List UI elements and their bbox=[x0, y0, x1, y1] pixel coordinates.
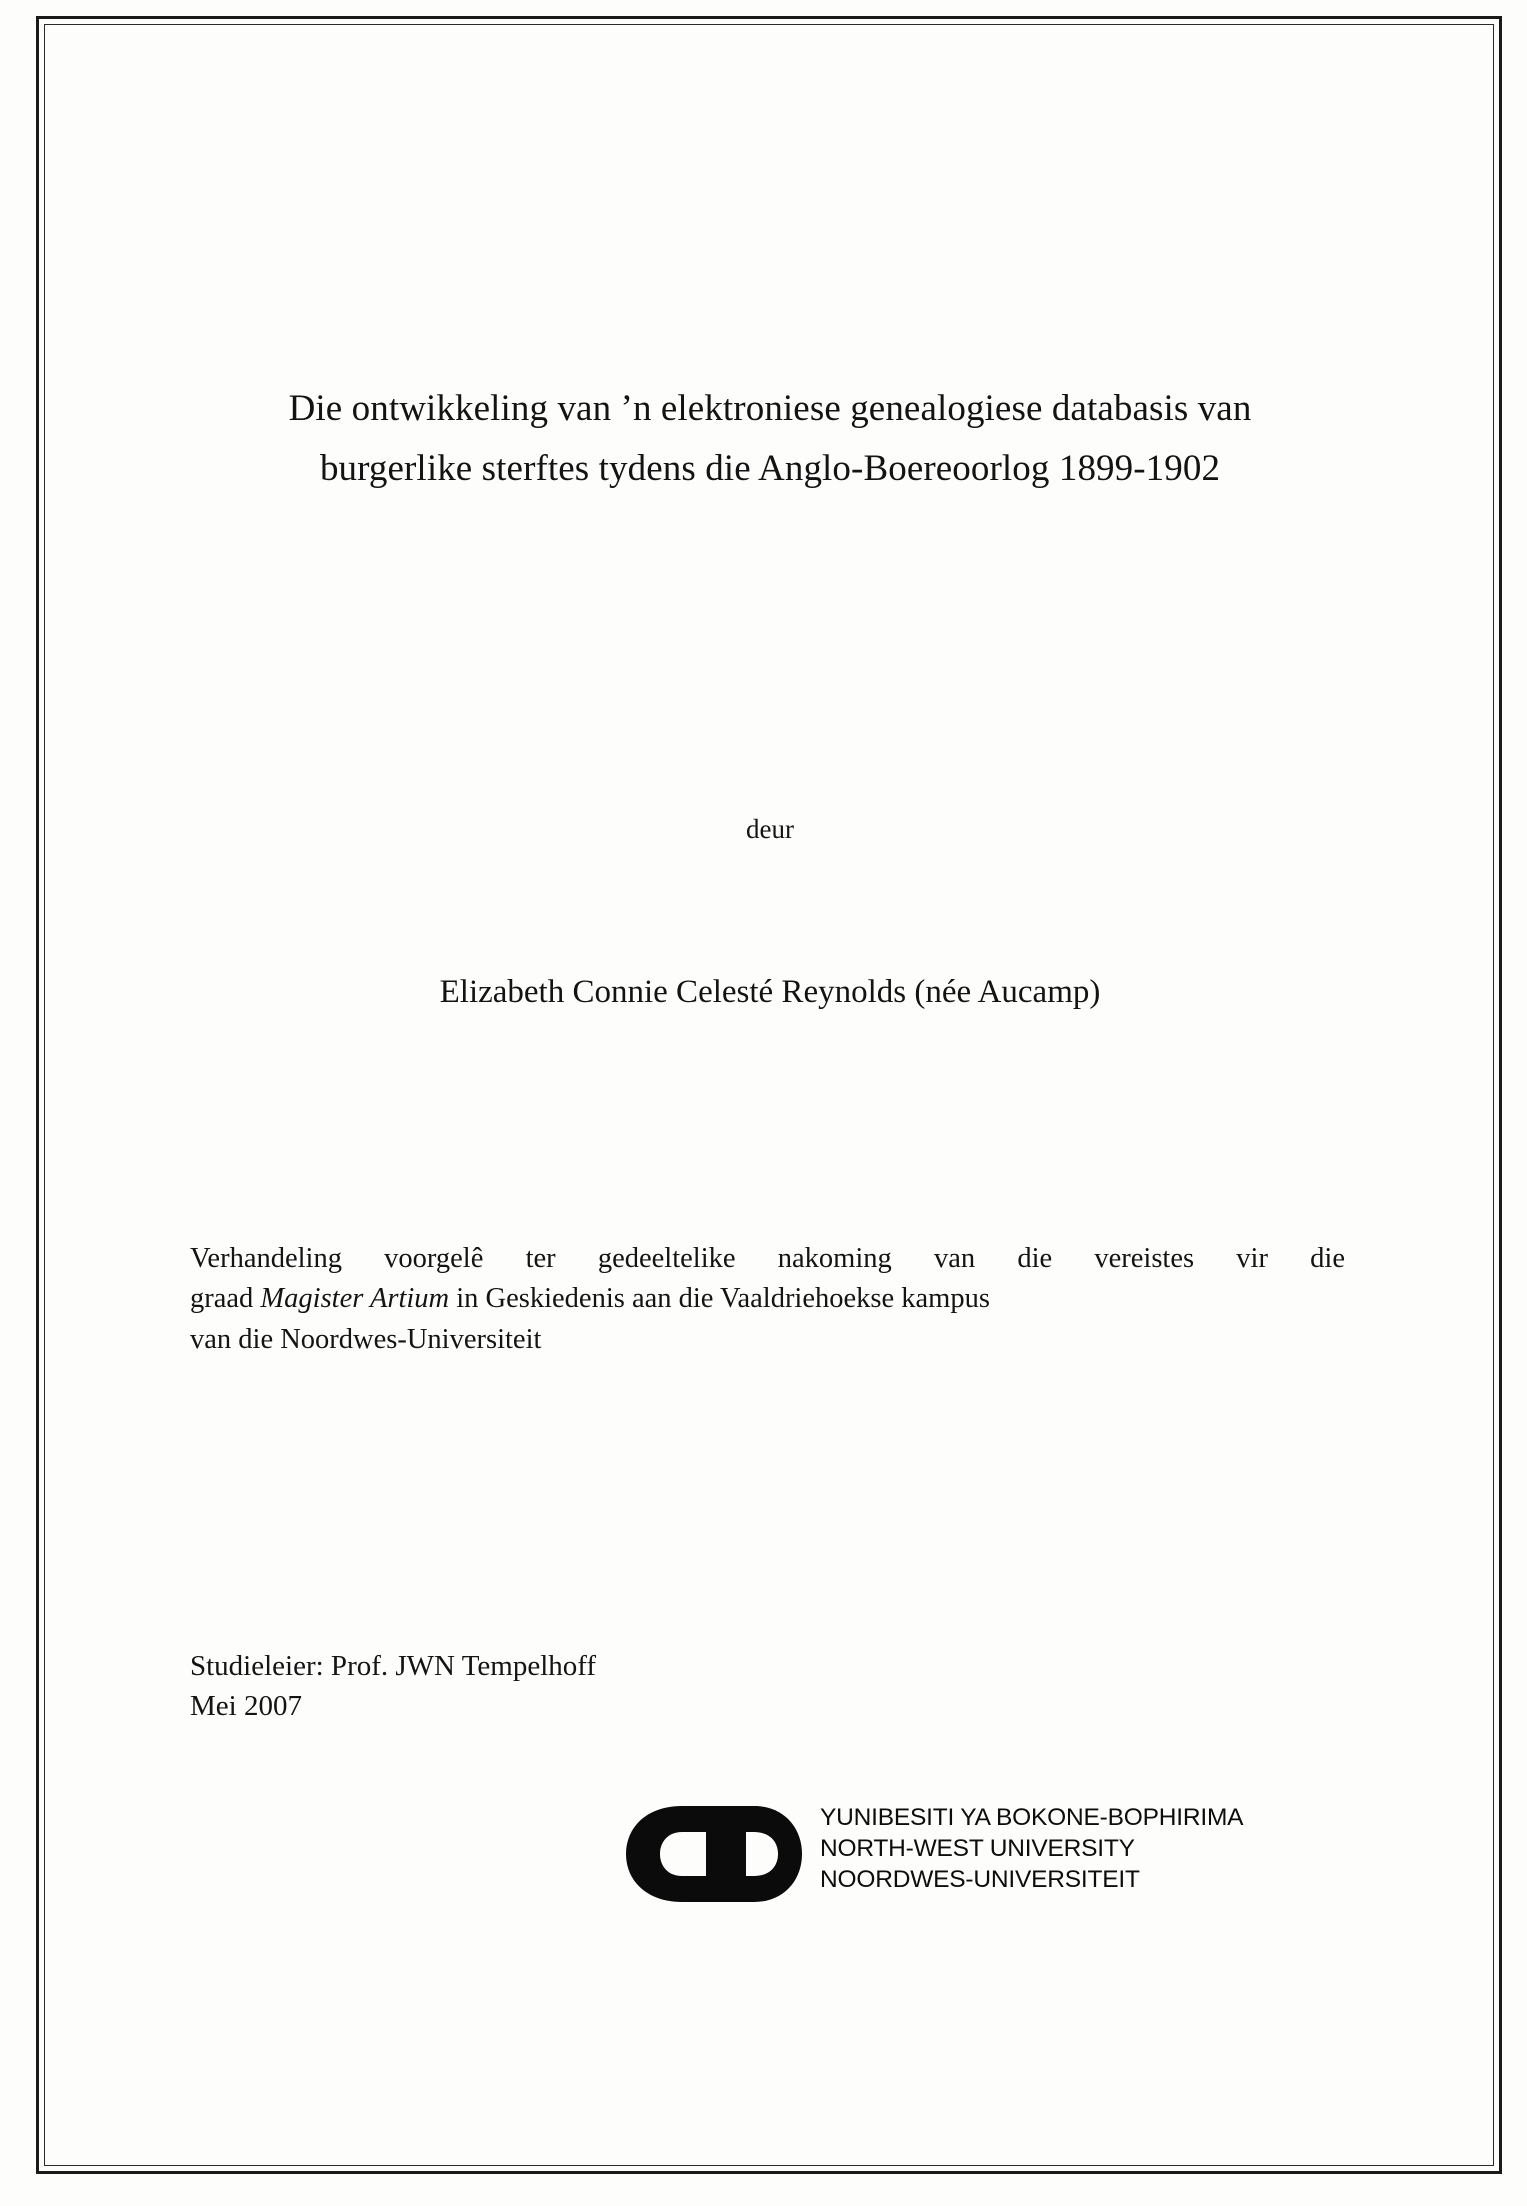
title-page-content bbox=[150, 24, 1390, 2164]
supervisor-line: Studieleier: Prof. JWN Tempelhoff bbox=[190, 1650, 597, 1682]
university-name-tswana: YUNIBESITI YA BOKONE-BOPHIRIMA bbox=[820, 1804, 1244, 1831]
supervisor-block bbox=[190, 1646, 1190, 1726]
page-title bbox=[180, 379, 1360, 499]
university-logo bbox=[570, 1796, 1310, 1916]
degree-statement-line-3: van die Noordwes-Universiteit bbox=[190, 1323, 542, 1355]
author-name: Elizabeth Connie Celesté Reynolds (née Aucamp) bbox=[439, 974, 1101, 1010]
degree-name-italic: Magister Artium bbox=[260, 1283, 450, 1315]
title-line-1: Die ontwikkeling van ’n elektroniese genealogiese databasis van bbox=[288, 388, 1252, 429]
university-name-block bbox=[820, 1802, 1243, 1895]
degree-statement bbox=[190, 1239, 1345, 1360]
university-name-afrikaans: NOORDWES-UNIVERSITEIT bbox=[820, 1866, 1140, 1894]
degree-statement-line-2-pre: graad bbox=[190, 1283, 261, 1315]
degree-statement-line-2-post: in Geskiedenis aan die Vaaldriehoekse kampus bbox=[449, 1283, 990, 1315]
title-line-2: burgerlike sterftes tydens die Anglo-Boereoorlog 1899-1902 bbox=[319, 447, 1221, 489]
by-label: deur bbox=[746, 814, 794, 844]
university-name-english: NORTH-WEST UNIVERSITY bbox=[820, 1835, 1135, 1863]
degree-statement-line-1: Verhandeling voorgelê ter gedeeltelike nakoming van die vereistes vir die bbox=[190, 1243, 1345, 1274]
nwu-logo-icon bbox=[620, 1800, 820, 1908]
degree-statement-line-2 bbox=[190, 1279, 1345, 1319]
date-line: Mei 2007 bbox=[190, 1690, 302, 1723]
